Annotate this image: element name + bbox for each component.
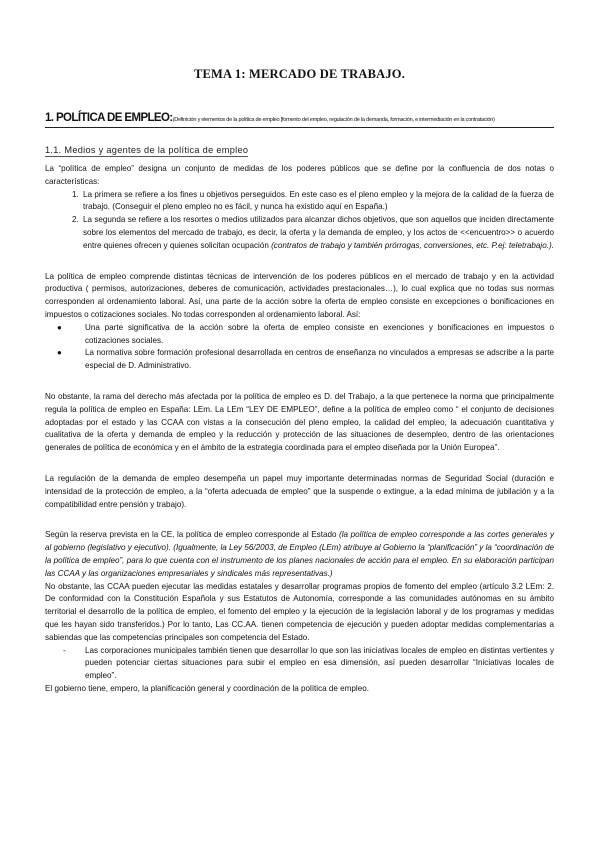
list-item-text: Una parte significativa de la acción sobre la oferta de empleo consiste en exenciones y bonificaciones en impuestos o cotizaciones sociales. bbox=[85, 322, 554, 345]
list-item bbox=[57, 347, 554, 373]
list-item bbox=[63, 645, 554, 683]
list-item-italic-note: (contratos de trabajo y también prórrogas, conversiones, etc. P.ej: teletrabajo.). bbox=[271, 240, 554, 250]
subsection-heading: 1.1. Medios y agentes de la política de empleo bbox=[45, 145, 249, 155]
paragraph-demanda: La regulación de la demanda de empleo desempeña un papel muy importante determinadas normas de Seguridad Social (duración e intensidad de la protección de empleo, a la “oferta adecuada de empleo” que la suspende o extingue, a la edad mínima de jubilación y a la compatibilidad entre pensión y trabajo). bbox=[45, 473, 554, 509]
list-item bbox=[57, 322, 554, 348]
bullet-list bbox=[45, 322, 554, 373]
bullet-icon: ● bbox=[57, 348, 62, 358]
paragraph-reserva-text: Según la reserva prevista en la CE, la política de empleo corresponde al Estado bbox=[45, 530, 337, 540]
paragraph-derecho: No obstante, la rama del derecho más afectada por la política de empleo es D. del Trabajo, a la que pertenece la norma que principalmente regula la política de empleo en España: LEm. La LEm “LEY DE EMPLEO”, define a la política de empleo como “ el conjunto de decisiones adoptadas por el estado y las CCAA con vistas a la consecución del pleno empleo, la calidad del empleo, la adecuación cuantitativa y cualitativa de la oferta y demanda de empleo y la reducción y protección de las situaciones de desempleo, dentro de las orientaciones generales de política de económica y en el ámbito de la estrategia coordinada para el empleo diseñada por la Unión Europea”. bbox=[45, 391, 554, 453]
paragraph-techniques: La política de empleo comprende distintas técnicas de intervención de los poderes públicos en el mercado de trabajo y en la actividad productiva ( permisos, autorizaciones, deberes de comunicación, actividades prestacionales…), lo cual explica que no todas sus normas corresponden al ordenamiento laboral. Así, una parte de la acción sobre la oferta de empleo consiste en excepciones o bonificaciones en impuestos o cotizaciones sociales. No todas corresponden al ordenamiento laboral. Así: bbox=[45, 271, 554, 319]
numbered-list bbox=[45, 189, 554, 253]
paragraph-gobierno: El gobierno tiene, empero, la planificación general y coordinación de la política de empleo. bbox=[45, 683, 369, 693]
dash-list bbox=[45, 645, 554, 683]
paragraph-reserva-italic: (la política de empleo corresponde a las cortes generales y al gobierno (legislativo y ejecutivo). (Igualmente, la Ley 56/2003, de Empleo (LEm) atribuye al Gobierno la “planificación” y la “coordinación de la política de empleo”, para lo que cuenta con el instrumento de los planes nacionales de acción para el empleo. En su elaboración participan las CCAA y las organizaciones empresariales y sindicales más representativas.) bbox=[45, 530, 555, 578]
dash-icon: - bbox=[63, 645, 66, 655]
section-heading-subtitle: (Definición y elementos de la política de empleo [fomento del empleo, regulación de la demanda, formación, e intermediación en la contratación) bbox=[172, 117, 495, 123]
document-title: TEMA 1: MERCADO DE TRABAJO. bbox=[193, 67, 406, 81]
list-item-text: Las corporaciones municipales también tienen que desarrollar lo que son las iniciativas locales de empleo en distintas vertientes y pueden potenciar ciertas situaciones para subir el empleo en esa dimensión, así pueden desarrollar “Iniciativas locales de empleo”. bbox=[85, 645, 554, 681]
paragraph-intro: La “política de empleo” designa un conjunto de medidas de los poderes públicos que se define por la confluencia de dos notas o características: bbox=[45, 164, 554, 186]
list-item bbox=[81, 214, 554, 252]
paragraph-ccaa: No obstante, las CCAA pueden ejecutar las medidas estatales y desarrollar programas propios de fomento del empleo (artículo 3.2 LEm: 2. De conformidad con la Constitución Española y sus Estatutos de Autonomía, corresponde a las comunidades autónomas en su ámbito territorial el desarrollo de la política de empleo, el fomento del empleo y la ejecución de la legislación laboral y de los programas y medidas que les hayan sido transferidos.) Por lo tanto, Las CC.AA. tienen competencia de ejecución y pueden adoptar medidas complementarias a sabiendas que las competencias principales son competencia del Estado. bbox=[45, 581, 554, 642]
section-heading-title: 1. POLÍTICA DE EMPLEO: bbox=[45, 112, 173, 124]
list-item-text: La normativa sobre formación profesional desarrollada en centros de enseñanza no vinculados a empresas se adscribe a la parte especial de D. Administrativo. bbox=[85, 348, 554, 371]
bullet-icon: ● bbox=[57, 322, 62, 332]
list-item-text: La segunda se refiere a los resortes o medios utilizados para alcanzar dichos objetivos, que son aquellos que inciden directamente sobre los elementos del mercado de trabajo, es decir, la oferta y la demanda de empleo, y los actos de <<encuentro>> o acuerdo entre quienes ofrecen y quienes solicitan ocupación bbox=[83, 215, 554, 250]
section-heading bbox=[45, 108, 554, 128]
paragraph-reserva bbox=[45, 529, 554, 580]
list-item: 1. La primera se refiere a los fines u objetivos perseguidos. En este caso es el pleno empleo y la mejora de la calidad de la fuerza de trabajo. (Conseguir el pleno empleo no es fácil, y nunca ha existido aquí en España.) bbox=[81, 189, 554, 215]
